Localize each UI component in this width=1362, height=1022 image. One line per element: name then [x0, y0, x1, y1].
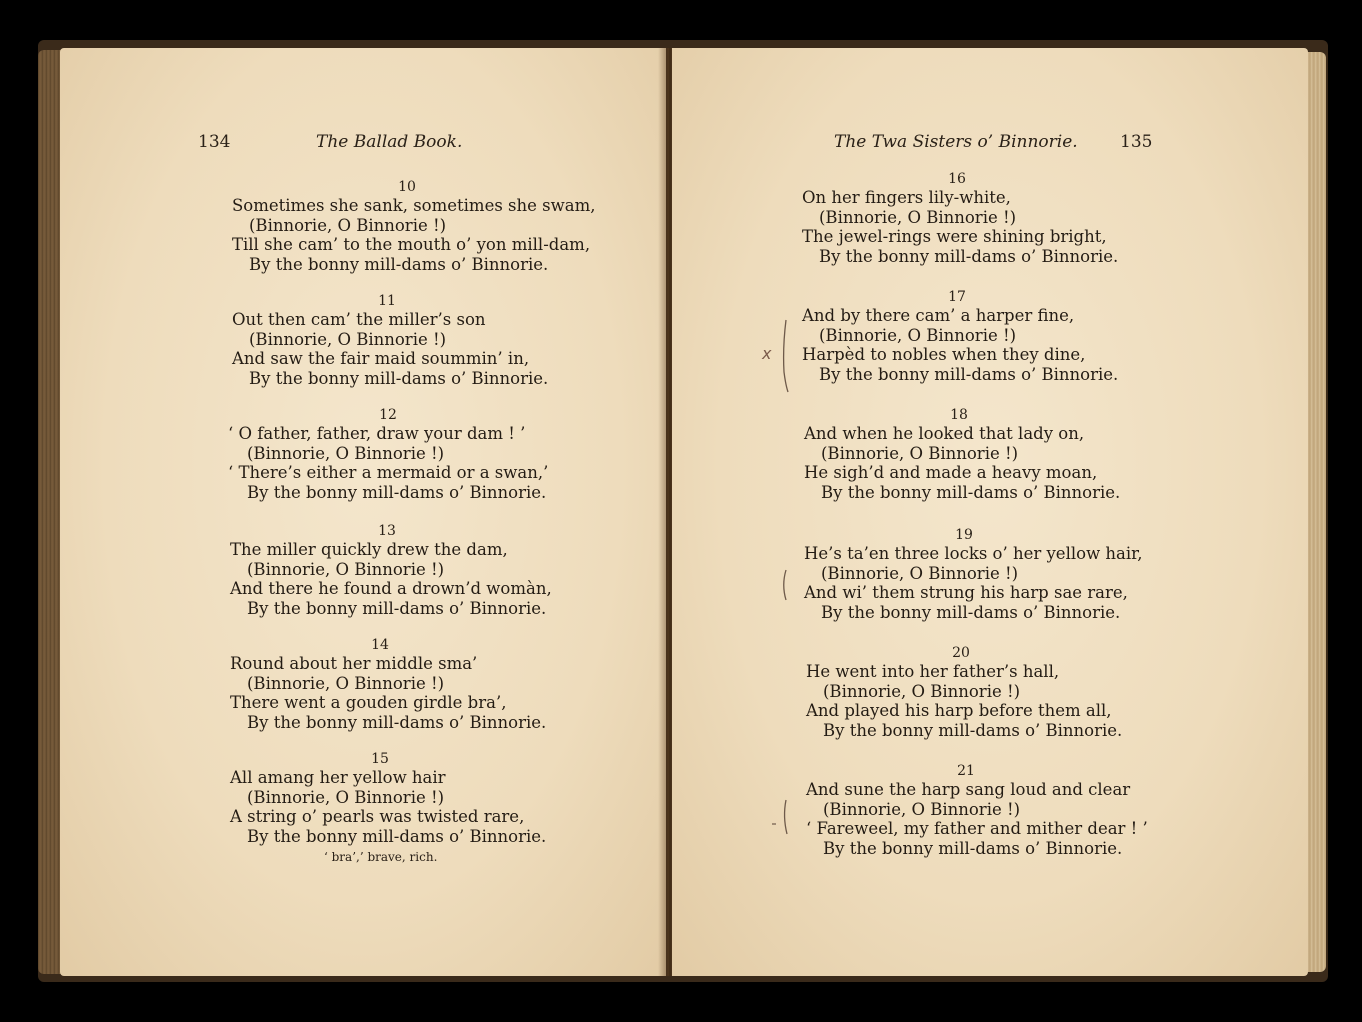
- refrain-line: (Binnorie, O Binnorie !): [823, 799, 1021, 819]
- verse-line: The miller quickly drew the dam,: [230, 540, 508, 559]
- stanza: [806, 762, 1148, 859]
- stanza-number: 19: [955, 527, 973, 543]
- page-number: 135: [1120, 132, 1153, 152]
- margin-mark-x: x: [762, 344, 772, 363]
- refrain-line: By the bonny mill-dams o’ Binnorie.: [247, 713, 547, 733]
- verse-line: ‘ Fareweel, my father and mither dear ! ’: [806, 819, 1148, 839]
- verse-line: And when he looked that lady on,: [804, 424, 1085, 443]
- verse-line: On her fingers lily-white,: [802, 188, 1011, 207]
- stanza: [804, 526, 1143, 623]
- refrain-line: (Binnorie, O Binnorie !): [247, 673, 445, 693]
- stanza-number: 13: [378, 523, 396, 539]
- refrain-line: By the bonny mill-dams o’ Binnorie.: [247, 483, 547, 503]
- verse-line: He sigh’d and made a heavy moan,: [804, 463, 1098, 483]
- verse-line: Till she cam’ to the mouth o’ yon mill-dam,: [232, 235, 591, 255]
- stanza: [228, 406, 548, 503]
- refrain-line: By the bonny mill-dams o’ Binnorie.: [821, 603, 1121, 623]
- refrain-line: By the bonny mill-dams o’ Binnorie.: [819, 365, 1119, 385]
- stanza: [230, 636, 547, 733]
- stanza: [804, 406, 1121, 503]
- left-page: [60, 48, 666, 976]
- refrain-line: (Binnorie, O Binnorie !): [823, 681, 1021, 701]
- stanza-number: 16: [948, 171, 966, 187]
- footnote: ‘ bra’,’ brave, rich.: [324, 850, 438, 864]
- refrain-line: (Binnorie, O Binnorie !): [819, 207, 1017, 227]
- right-page: [672, 48, 1308, 976]
- refrain-line: By the bonny mill-dams o’ Binnorie.: [249, 369, 549, 389]
- stanza: [232, 292, 549, 389]
- verse-line: The jewel-rings were shining bright,: [802, 227, 1107, 247]
- verse-line: And sune the harp sang loud and clear: [806, 780, 1131, 799]
- stanza: [802, 170, 1119, 267]
- stanza-number: 20: [952, 645, 970, 661]
- stanza: [230, 750, 547, 847]
- refrain-line: By the bonny mill-dams o’ Binnorie.: [247, 827, 547, 847]
- stanza-number: 15: [371, 751, 389, 767]
- verse-line: He’s ta’en three locks o’ her yellow hair,: [804, 544, 1143, 563]
- stanza-number: 10: [398, 179, 416, 195]
- stanza: [232, 178, 596, 275]
- verse-line: And by there cam’ a harper fine,: [802, 306, 1075, 325]
- verse-line: Round about her middle sma’: [230, 654, 478, 673]
- stanza-number: 21: [957, 763, 975, 779]
- refrain-line: By the bonny mill-dams o’ Binnorie.: [821, 483, 1121, 503]
- running-title: The Twa Sisters o’ Binnorie.: [834, 132, 1078, 152]
- refrain-line: By the bonny mill-dams o’ Binnorie.: [249, 255, 549, 275]
- stanza-number: 18: [950, 407, 968, 423]
- verse-line: And there he found a drown’d womàn,: [230, 579, 552, 599]
- verse-line: And saw the fair maid soummin’ in,: [232, 349, 530, 369]
- stanza-number: 14: [371, 637, 389, 653]
- refrain-line: (Binnorie, O Binnorie !): [821, 443, 1019, 463]
- refrain-line: (Binnorie, O Binnorie !): [819, 325, 1017, 345]
- verse-line: And played his harp before them all,: [806, 701, 1112, 721]
- stanza: [806, 644, 1123, 741]
- stanza-number: 11: [378, 293, 396, 309]
- refrain-line: (Binnorie, O Binnorie !): [247, 787, 445, 807]
- verse-line: A string o’ pearls was twisted rare,: [230, 807, 525, 827]
- verse-line: And wi’ them strung his harp sae rare,: [804, 583, 1128, 603]
- stanza-number: 12: [379, 407, 397, 423]
- refrain-line: (Binnorie, O Binnorie !): [247, 559, 445, 579]
- stanza-number: 17: [948, 289, 966, 305]
- verse-line: ‘ O father, father, draw your dam ! ’: [228, 424, 526, 443]
- refrain-line: (Binnorie, O Binnorie !): [249, 329, 447, 349]
- open-book: [38, 40, 1328, 982]
- stanza: [802, 288, 1119, 385]
- margin-pencil-marks: [772, 314, 802, 874]
- verse-line: There went a gouden girdle bra’,: [230, 693, 507, 713]
- refrain-line: By the bonny mill-dams o’ Binnorie.: [247, 599, 547, 619]
- stanza: [230, 522, 552, 619]
- verse-line: Out then cam’ the miller’s son: [232, 310, 486, 329]
- running-title: The Ballad Book.: [316, 132, 463, 152]
- verse-line: He went into her father’s hall,: [806, 662, 1060, 681]
- refrain-line: By the bonny mill-dams o’ Binnorie.: [819, 247, 1119, 267]
- refrain-line: By the bonny mill-dams o’ Binnorie.: [823, 839, 1123, 859]
- refrain-line: By the bonny mill-dams o’ Binnorie.: [823, 721, 1123, 741]
- refrain-line: (Binnorie, O Binnorie !): [821, 563, 1019, 583]
- refrain-line: (Binnorie, O Binnorie !): [249, 215, 447, 235]
- refrain-line: (Binnorie, O Binnorie !): [247, 443, 445, 463]
- verse-line: Sometimes she sank, sometimes she swam,: [232, 196, 596, 215]
- verse-line: ‘ There’s either a mermaid or a swan,’: [228, 463, 549, 483]
- verse-line: All amang her yellow hair: [230, 768, 446, 787]
- page-number: 134: [198, 132, 231, 152]
- verse-line: Harpèd to nobles when they dine,: [802, 345, 1086, 365]
